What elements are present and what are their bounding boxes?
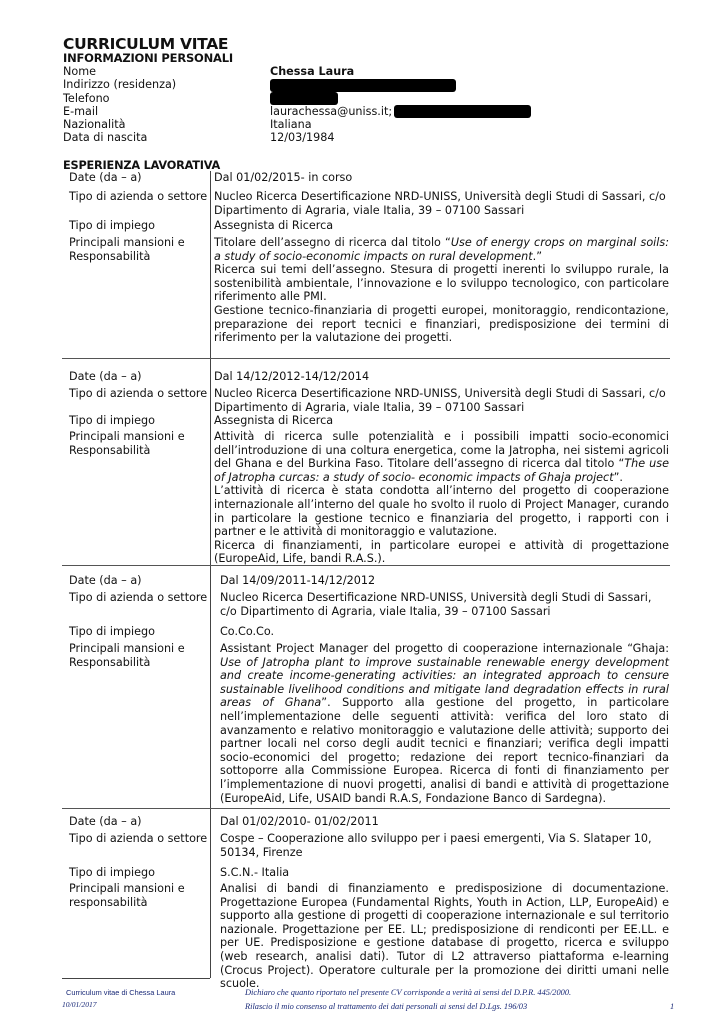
job-date: Dal 14/09/2011-14/12/2012	[220, 574, 376, 587]
nationality-value: Italiana	[270, 118, 312, 132]
redaction-bar	[394, 105, 531, 118]
job-entry	[62, 809, 669, 991]
job-company: Cospe – Cooperazione allo sviluppo per i paesi emergenti, Via S. Slataper 10, 50134, Firenze	[220, 832, 652, 859]
redaction-bar	[270, 92, 338, 105]
duties-label: Principali mansioni e responsabilità	[69, 882, 185, 909]
company-label: Tipo di azienda o settore	[69, 591, 208, 604]
birthdate-label: Data di nascita	[63, 131, 148, 145]
job-entry	[62, 359, 669, 566]
duties-label: Principali mansioni e Responsabilità	[69, 236, 185, 263]
column-divider	[210, 171, 211, 359]
job-duties: Assistant Project Manager del progetto di cooperazione internazionale “Ghaja: Use of Jatropha plant to improve sustainable renewable energy development and create income-generating activities: an integrated approach to censure sustainable livelihood conditions and mitigate land degradation effects in rural areas of Ghana”. Supporto alla gestione del progetto, in particolare nell’implementazione delle seguenti attività: verifica del loro stato di avanzamento e relativo monitoraggio e valutazione delle attività; supporto dei partner locali nel corso degli audit tecnici e finanziari; verifica degli impatti socio-economici del progetto; redazione dei report tecnico-finanziari da sottoporre alla Commissione Europea. Ricerca di fonti di finanziamento per l’implementazione di nuovi progetti, analisi di bandi e attività di progettazione (EuropeAid, Life, USAID bandi R.A.S, Fondazione Banco di Sardegna).	[220, 642, 669, 805]
job-company: Nucleo Ricerca Desertificazione NRD-UNISS, Università degli Studi di Sassari, c/o Dipartimento di Agraria, viale Italia, 39 – 07100 Sassari	[214, 190, 666, 217]
job-type: Assegnista di Ricerca	[214, 219, 334, 232]
personal-info-section	[63, 65, 683, 145]
address-label: Indirizzo (residenza)	[63, 78, 177, 92]
footer-rule	[62, 978, 210, 979]
job-duties: Titolare dell’assegno di ricerca dal titolo “Use of energy crops on marginal soils: a study of socio-economic impacts on rural development.” Ricerca sui temi dell’assegno. Stesura di progetti inerenti lo sviluppo rurale, la sostenibilità ambientale, l’innovazione e lo sviluppo tecnologico, con particolare riferimento alle PMI. Gestione tecnico-finanziaria di progetti europei, monitoraggio, rendicontazione, preparazione dei report tecnici e finanziari, predisposizione dei termini di riferimento per la valutazione dei progetti.	[214, 236, 669, 345]
job-type-label: Tipo di impiego	[69, 625, 155, 638]
email-text: laurachessa@uniss.it;	[270, 104, 393, 118]
job-entry	[62, 566, 669, 809]
personal-info-heading: INFORMAZIONI PERSONALI	[63, 51, 233, 65]
date-label: Date (da – a)	[69, 574, 142, 587]
job-entry	[62, 171, 669, 359]
job-date: Dal 01/02/2010- 01/02/2011	[220, 815, 379, 828]
job-type-label: Tipo di impiego	[69, 219, 155, 232]
job-type-label: Tipo di impiego	[69, 866, 155, 879]
name-value: Chessa Laura	[270, 65, 355, 78]
email-label: E-mail	[63, 104, 99, 118]
redaction-bar	[270, 79, 456, 92]
job-duties: Analisi di bandi di finanziamento e predisposizione di documentazione. Progettazione Europea (Fundamental Rights, Youth in Action, LLP, EuropeAid) e supporto alla gestione di progetti di cooperazione internazionale e sul territorio nazionale. Progettazione per EE. LL; predisposizione di rendiconti per EE.LL. e per UE. Predisposizione e gestione database di progetto, ricerca e sviluppo (web research, analisi dati). Tutor di L2 attraverso piattaforma e-learning (Crocus Project). Operatore culturale per la promozione dei diritti umani nelle scuole.	[220, 882, 669, 991]
phone-label: Telefono	[63, 91, 110, 105]
work-experience-heading: ESPERIENZA LAVORATIVA	[63, 159, 221, 172]
date-label: Date (da – a)	[69, 370, 142, 383]
job-date: Dal 14/12/2012-14/12/2014	[214, 370, 370, 383]
column-divider	[210, 359, 211, 566]
date-label: Date (da – a)	[69, 815, 142, 828]
email-value	[270, 105, 531, 119]
page-number: 1	[670, 1002, 675, 1011]
nationality-row	[63, 118, 683, 131]
address-value	[270, 78, 456, 92]
job-type: Assegnista di Ricerca	[214, 414, 334, 427]
duties-label: Principali mansioni e Responsabilità	[69, 430, 185, 457]
nationality-label: Nazionalità	[63, 118, 126, 132]
duties-label: Principali mansioni e Responsabilità	[69, 642, 185, 669]
job-duties: Attività di ricerca sulle potenzialità e i possibili impatti socio-economici dell’introduzione di una coltura energetica, come la Jatropha, nei sistemi agricoli del Ghana e del Burkina Faso. Titolare dell’assegno di ricerca dal titolo “The use of Jatropha curcas: a study of socio- economic impacts of Ghaja project”. L’attività di ricerca è stata condotta all’interno del progetto di cooperazione internazionale all’interno del quale ho svolto il ruolo di Project Manager, curando in particolare la gestione tecnico e finanziaria del progetto, i rapporti con i partner e le attività di monitoraggio e valutazione. Ricerca di finanziamenti, in particolare europei e attività di progettazione (EuropeAid, Life, bandi R.A.S.).	[214, 430, 669, 566]
phone-value	[270, 92, 338, 106]
date-label: Date (da – a)	[69, 171, 142, 184]
footer-declaration: Dichiaro che quanto riportato nel presente CV corrisponde a verità ai sensi del D.P.R. 445/2000.	[245, 988, 572, 997]
footer-cv-owner: Curriculum vitae di Chessa Laura	[66, 988, 176, 997]
phone-row	[63, 92, 683, 105]
birthdate-row	[63, 131, 683, 144]
column-divider	[210, 809, 211, 978]
name-label: Nome	[63, 65, 96, 78]
company-label: Tipo di azienda o settore	[69, 387, 208, 400]
birthdate-value: 12/03/1984	[270, 131, 335, 145]
name-row	[63, 65, 683, 78]
company-label: Tipo di azienda o settore	[69, 190, 208, 203]
document-title: CURRICULUM VITAE	[63, 35, 229, 53]
email-row	[63, 105, 683, 118]
address-row	[63, 78, 683, 91]
job-company: Nucleo Ricerca Desertificazione NRD-UNISS, Università degli Studi di Sassari, c/o Dipartimento di Agraria, viale Italia, 39 – 07100 Sassari	[220, 591, 652, 618]
job-type-label: Tipo di impiego	[69, 414, 155, 427]
column-divider	[210, 566, 211, 809]
job-type: Co.Co.Co.	[220, 625, 275, 638]
footer-date: 10/01/2017	[62, 1000, 97, 1009]
company-label: Tipo di azienda o settore	[69, 832, 208, 845]
footer-consent: Rilascio il mio consenso al trattamento dei dati personali ai sensi del D.Lgs. 196/03	[245, 1002, 528, 1011]
job-type: S.C.N.- Italia	[220, 866, 290, 879]
job-company: Nucleo Ricerca Desertificazione NRD-UNISS, Università degli Studi di Sassari, c/o Dipartimento di Agraria, viale Italia, 39 – 07100 Sassari	[214, 387, 666, 414]
job-date: Dal 01/02/2015- in corso	[214, 171, 353, 184]
